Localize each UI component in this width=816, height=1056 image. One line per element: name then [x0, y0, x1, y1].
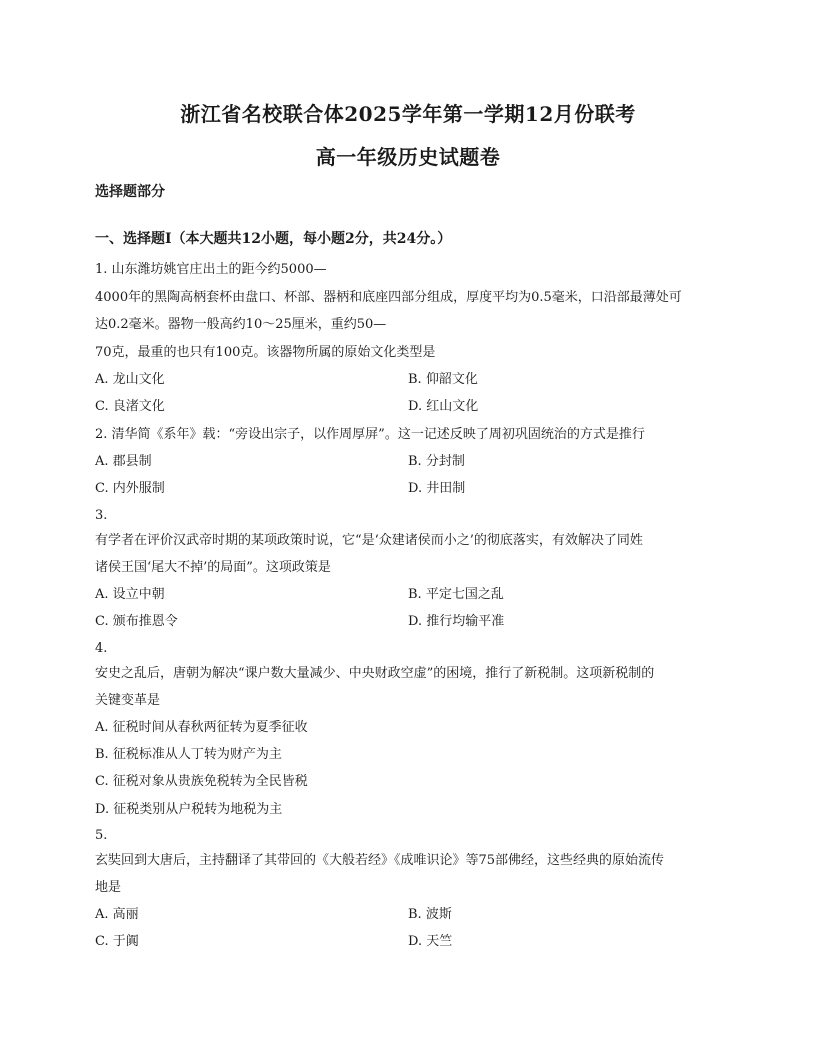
option-a: A. 郡县制 — [95, 454, 152, 469]
option-b: B. 波斯 — [408, 907, 452, 922]
question-stem-line: 1. 山东潍坊姚官庄出土的距今约5000— — [95, 262, 327, 277]
exam-title: 浙江省名校联合体2025学年第一学期12月份联考 — [180, 102, 636, 126]
option-c: C. 于阗 — [95, 934, 139, 949]
option-b: B. 征税标准从人丁转为财产为主 — [95, 747, 282, 762]
question-stem-line: 达0.2毫米。器物一般高约10～25厘米，重约50— — [95, 317, 387, 332]
question-stem-line: 70克，最重的也只有100克。该器物所属的原始文化类型是 — [95, 345, 436, 360]
question-stem-line: 4000年的黑陶高柄套杯由盘口、杯部、器柄和底座四部分组成，厚度平均为0.5毫米，口沿部最薄处可 — [95, 290, 682, 305]
question-number: 4. — [95, 641, 108, 656]
option-a: A. 高丽 — [95, 907, 139, 922]
option-c: C. 良渚文化 — [95, 399, 165, 414]
option-a: A. 龙山文化 — [95, 372, 165, 387]
option-a: A. 征税时间从春秋两征转为夏季征收 — [95, 720, 308, 735]
option-b: B. 分封制 — [408, 454, 465, 469]
question-stem-line: 地是 — [95, 880, 122, 895]
option-d: D. 井田制 — [408, 481, 466, 496]
question-stem-line: 诸侯王国‘尾大不掉’的局面”。这项政策是 — [95, 560, 331, 575]
option-d: D. 天竺 — [408, 934, 453, 949]
question-stem-line: 关键变革是 — [95, 693, 161, 708]
option-c: C. 颁布推恩令 — [95, 614, 178, 629]
exam-subtitle: 高一年级历史试题卷 — [315, 145, 501, 169]
question-stem-line: 有学者在评价汉武帝时期的某项政策时说，它“是‘众建诸侯而小之’的彻底落实，有效解决了同姓 — [95, 533, 643, 548]
option-b: B. 平定七国之乱 — [408, 587, 504, 602]
option-b: B. 仰韶文化 — [408, 372, 478, 387]
question-stem-line: 2. 清华简《系年》载：“旁设出宗子，以作周厚屏”。这一记述反映了周初巩固统治的方式是推行 — [95, 427, 645, 442]
question-number: 3. — [95, 508, 108, 523]
question-number: 5. — [95, 828, 108, 843]
question-stem-line: 玄奘回到大唐后，主持翻译了其带回的《大般若经》《成唯识论》等75部佛经，这些经典的原始流传 — [95, 853, 665, 868]
section-heading: 一、选择题Ⅰ（本大题共12小题，每小题2分，共24分。） — [95, 231, 452, 247]
question-stem-line: 安史之乱后，唐朝为解决“课户数大量减少、中央财政空虚”的困境，推行了新税制。这项新税制的 — [95, 666, 655, 681]
option-d: D. 红山文化 — [408, 399, 479, 414]
option-c: C. 征税对象从贵族免税转为全民皆税 — [95, 774, 308, 789]
option-c: C. 内外服制 — [95, 481, 165, 496]
option-d: D. 征税类别从户税转为地税为主 — [95, 802, 283, 817]
option-a: A. 设立中朝 — [95, 587, 165, 602]
part-label: 选择题部分 — [95, 184, 165, 200]
option-d: D. 推行均输平准 — [408, 614, 505, 629]
